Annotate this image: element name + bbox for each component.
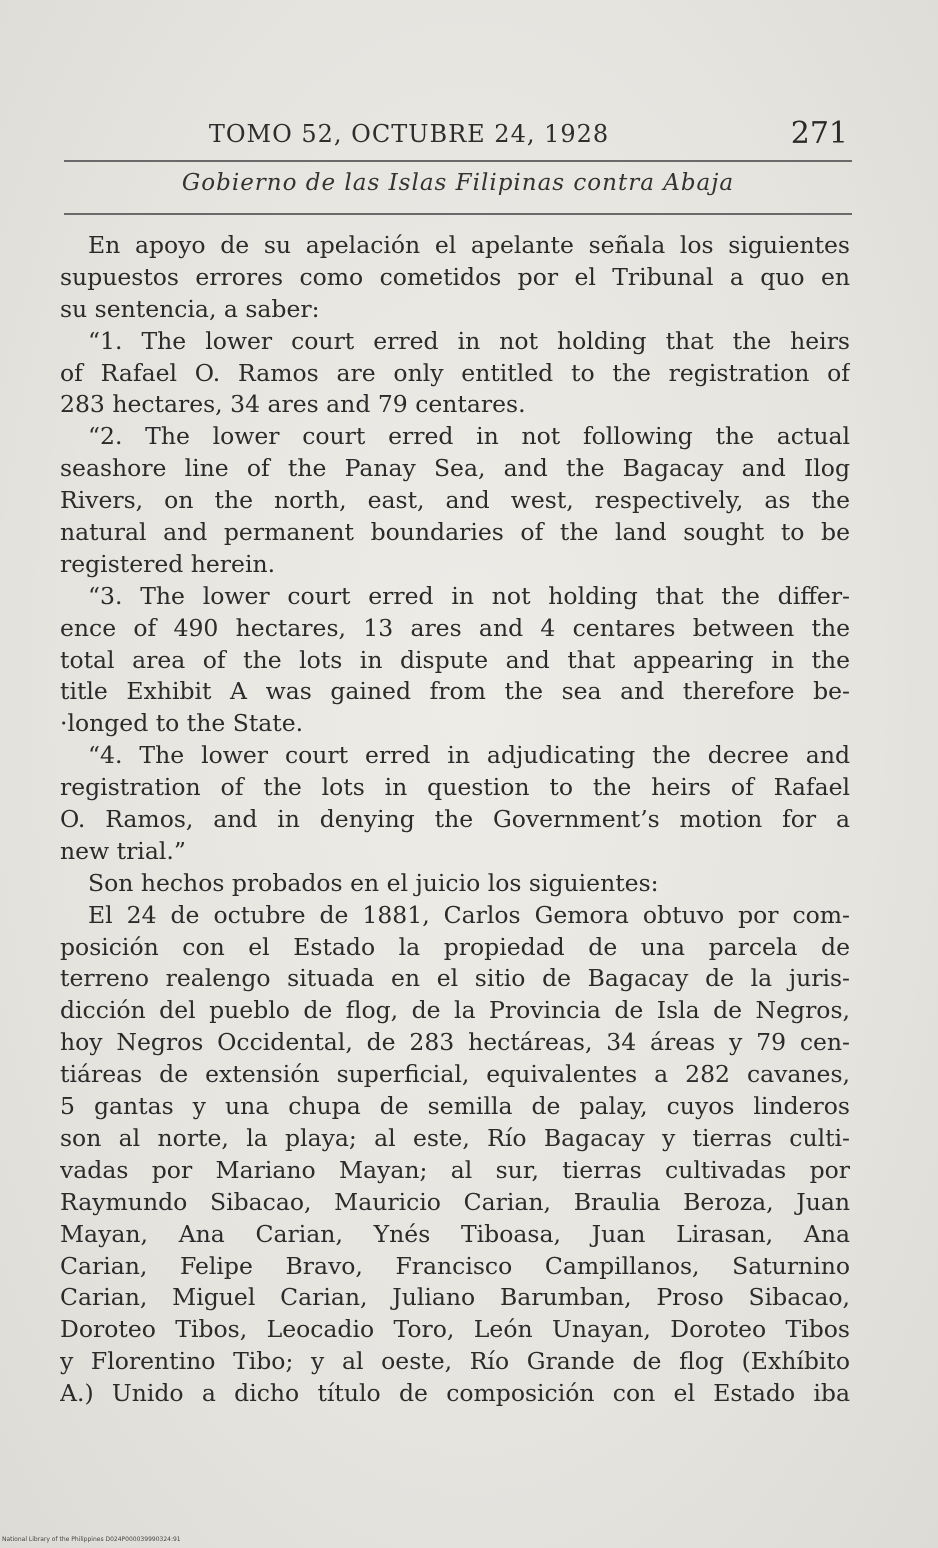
text-line: Son hechos probados en el juicio los siguientes: (88, 868, 659, 897)
text-line: “2. The lower court erred in not following the actual (88, 422, 850, 451)
text-line: Carian, Felipe Bravo, Francisco Campillanos, Saturnino (60, 1251, 850, 1280)
text-line: 5 gantas y una chupa de semilla de palay, cuyos linderos (60, 1092, 850, 1121)
text-line: El 24 de octubre de 1881, Carlos Gemora obtuvo por com- (88, 900, 850, 929)
text-line: A.) Unido a dicho título de composición con el Estado iba (60, 1379, 850, 1408)
text-line: Raymundo Sibacao, Mauricio Carian, Braulia Beroza, Juan (60, 1187, 850, 1216)
text-line: supuestos errores como cometidos por el Tribunal a quo en (60, 262, 850, 291)
text-line: son al norte, la playa; al este, Río Bagacay y tierras culti- (60, 1123, 850, 1152)
text-line: natural and permanent boundaries of the land sought to be (60, 518, 850, 547)
text-line: new trial.” (60, 836, 186, 865)
text-line: Rivers, on the north, east, and west, respectively, as the (60, 486, 850, 515)
text-line: “4. The lower court erred in adjudicating the decree and (88, 741, 850, 770)
text-line: registered herein. (60, 549, 276, 578)
text-line: terreno realengo situada en el sitio de Bagacay de la juris- (60, 964, 850, 993)
text-line: Doroteo Tibos, Leocadio Toro, León Unayan, Doroteo Tibos (60, 1315, 850, 1344)
text-line: “1. The lower court erred in not holding that the heirs (88, 326, 850, 355)
header-rule-bottom (64, 213, 852, 215)
case-title: Gobierno de las Islas Filipinas contra Abaja (181, 170, 735, 196)
text-line: ence of 490 hectares, 13 ares and 4 centares between the (60, 613, 850, 642)
text-line: tiáreas de extensión superficial, equivalentes a 282 cavanes, (60, 1060, 850, 1089)
text-line: y Florentino Tibo; y al oeste, Río Grande de flog (Exhíbito (60, 1347, 850, 1376)
header-rule-top (64, 160, 852, 162)
text-line: Carian, Miguel Carian, Juliano Barumban, Proso Sibacao, (60, 1283, 850, 1312)
text-line: total area of the lots in dispute and that appearing in the (60, 645, 850, 674)
page-number: 271 (790, 116, 848, 151)
text-line: ·longed to the State. (60, 709, 304, 738)
text-line: dicción del pueblo de flog, de la Provincia de Isla de Negros, (60, 996, 850, 1025)
text-line: 283 hectares, 34 ares and 79 centares. (60, 390, 526, 419)
running-title: TOMO 52, OCTUBRE 24, 1928 (208, 120, 610, 148)
text-line: of Rafael O. Ramos are only entitled to the registration of (60, 358, 850, 387)
text-line: En apoyo de su apelación el apelante señala los siguientes (88, 231, 850, 259)
scan-credit: National Library of the Philippines D024P000039990324:91 (2, 1536, 181, 1543)
body-text (60, 230, 850, 1410)
text-line: seashore line of the Panay Sea, and the Bagacay and Ilog (60, 454, 850, 483)
text-line: vadas por Mariano Mayan; al sur, tierras cultivadas por (60, 1155, 850, 1184)
text-line: hoy Negros Occidental, de 283 hectáreas, 34 áreas y 79 cen- (60, 1028, 850, 1057)
text-line: posición con el Estado la propiedad de una parcela de (60, 932, 850, 961)
text-line: “3. The lower court erred in not holding that the differ- (88, 581, 850, 610)
text-line: O. Ramos, and in denying the Government’s motion for a (60, 805, 850, 834)
running-head (64, 112, 852, 156)
text-line: registration of the lots in question to the heirs of Rafael (60, 773, 850, 802)
text-line: title Exhibit A was gained from the sea and therefore be- (60, 677, 850, 706)
text-line: su sentencia, a saber: (60, 294, 320, 323)
text-line: Mayan, Ana Carian, Ynés Tiboasa, Juan Lirasan, Ana (60, 1219, 850, 1248)
